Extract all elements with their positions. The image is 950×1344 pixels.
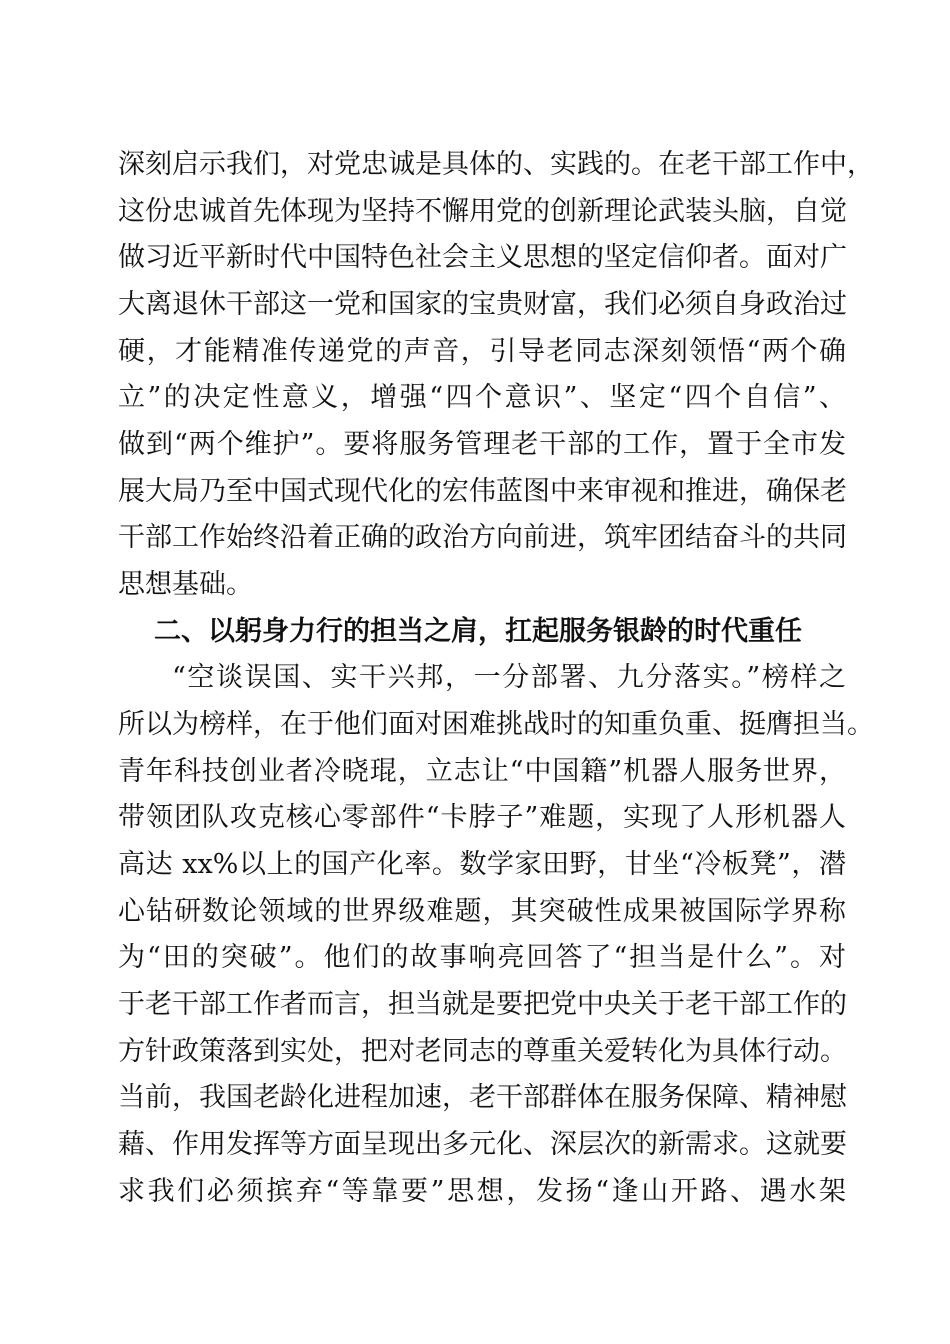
body-line: 方针政策落到实处，把对老同志的尊重关爱转化为具体行动。 — [118, 1036, 847, 1067]
body-line: “空谈误国、实干兴邦，一分部署、九分落实。”榜样之 — [172, 662, 846, 693]
body-line: 当前，我国老龄化进程加速，老干部群体在服务保障、精神慰 — [118, 1082, 847, 1113]
body-line: 带领团队攻克核心零部件“卡脖子”难题，实现了人形机器人 — [118, 802, 846, 833]
body-line: 心钻研数论领域的世界级难题，其突破性成果被国际学界称 — [118, 896, 846, 927]
body-line: 干部工作始终沿着正确的政治方向前进，筑牢团结奋斗的共同 — [118, 522, 847, 553]
body-line: 求我们必须摈弃“等靠要”思想，发扬“逢山开路、遇水架 — [118, 1176, 846, 1207]
body-line: 高达 xx%以上的国产化率。数学家田野，甘坐“冷板凳”，潜 — [118, 849, 846, 880]
body-line: 于老干部工作者而言，担当就是要把党中央关于老干部工作的 — [118, 989, 847, 1020]
body-line: 做习近平新时代中国特色社会主义思想的坚定信仰者。面对广 — [118, 242, 847, 273]
body-line: 做到“两个维护”。要将服务管理老干部的工作，置于全市发 — [118, 429, 846, 460]
body-line: 为“田的突破”。他们的故事响亮回答了“担当是什么”。对 — [118, 942, 846, 973]
body-line: 硬，才能精准传递党的声音，引导老同志深刻领悟“两个确 — [118, 336, 846, 367]
body-line: 所以为榜样，在于他们面对困难挑战时的知重负重、挺膺担当。 — [118, 709, 874, 740]
body-line: 藉、作用发挥等方面呈现出多元化、深层次的新需求。这就要 — [118, 1129, 847, 1160]
body-line: 展大局乃至中国式现代化的宏伟蓝图中来审视和推进，确保老 — [118, 476, 847, 507]
body-line: 青年科技创业者冷晓琨，立志让“中国籍”机器人服务世界， — [118, 756, 846, 787]
body-line: 大离退休干部这一党和国家的宝贵财富，我们必须自身政治过 — [118, 289, 847, 320]
body-line: 思想基础。 — [118, 569, 253, 600]
body-line: 立”的决定性意义，增强“四个意识”、坚定“四个自信”、 — [118, 382, 846, 413]
section-heading: 二、以躬身力行的担当之肩，扛起服务银龄的时代重任 — [154, 616, 802, 647]
body-line: 这份忠诚首先体现为坚持不懈用党的创新理论武装头脑，自觉 — [118, 196, 847, 227]
body-line: 深刻启示我们，对党忠诚是具体的、实践的。在老干部工作中， — [118, 149, 874, 180]
